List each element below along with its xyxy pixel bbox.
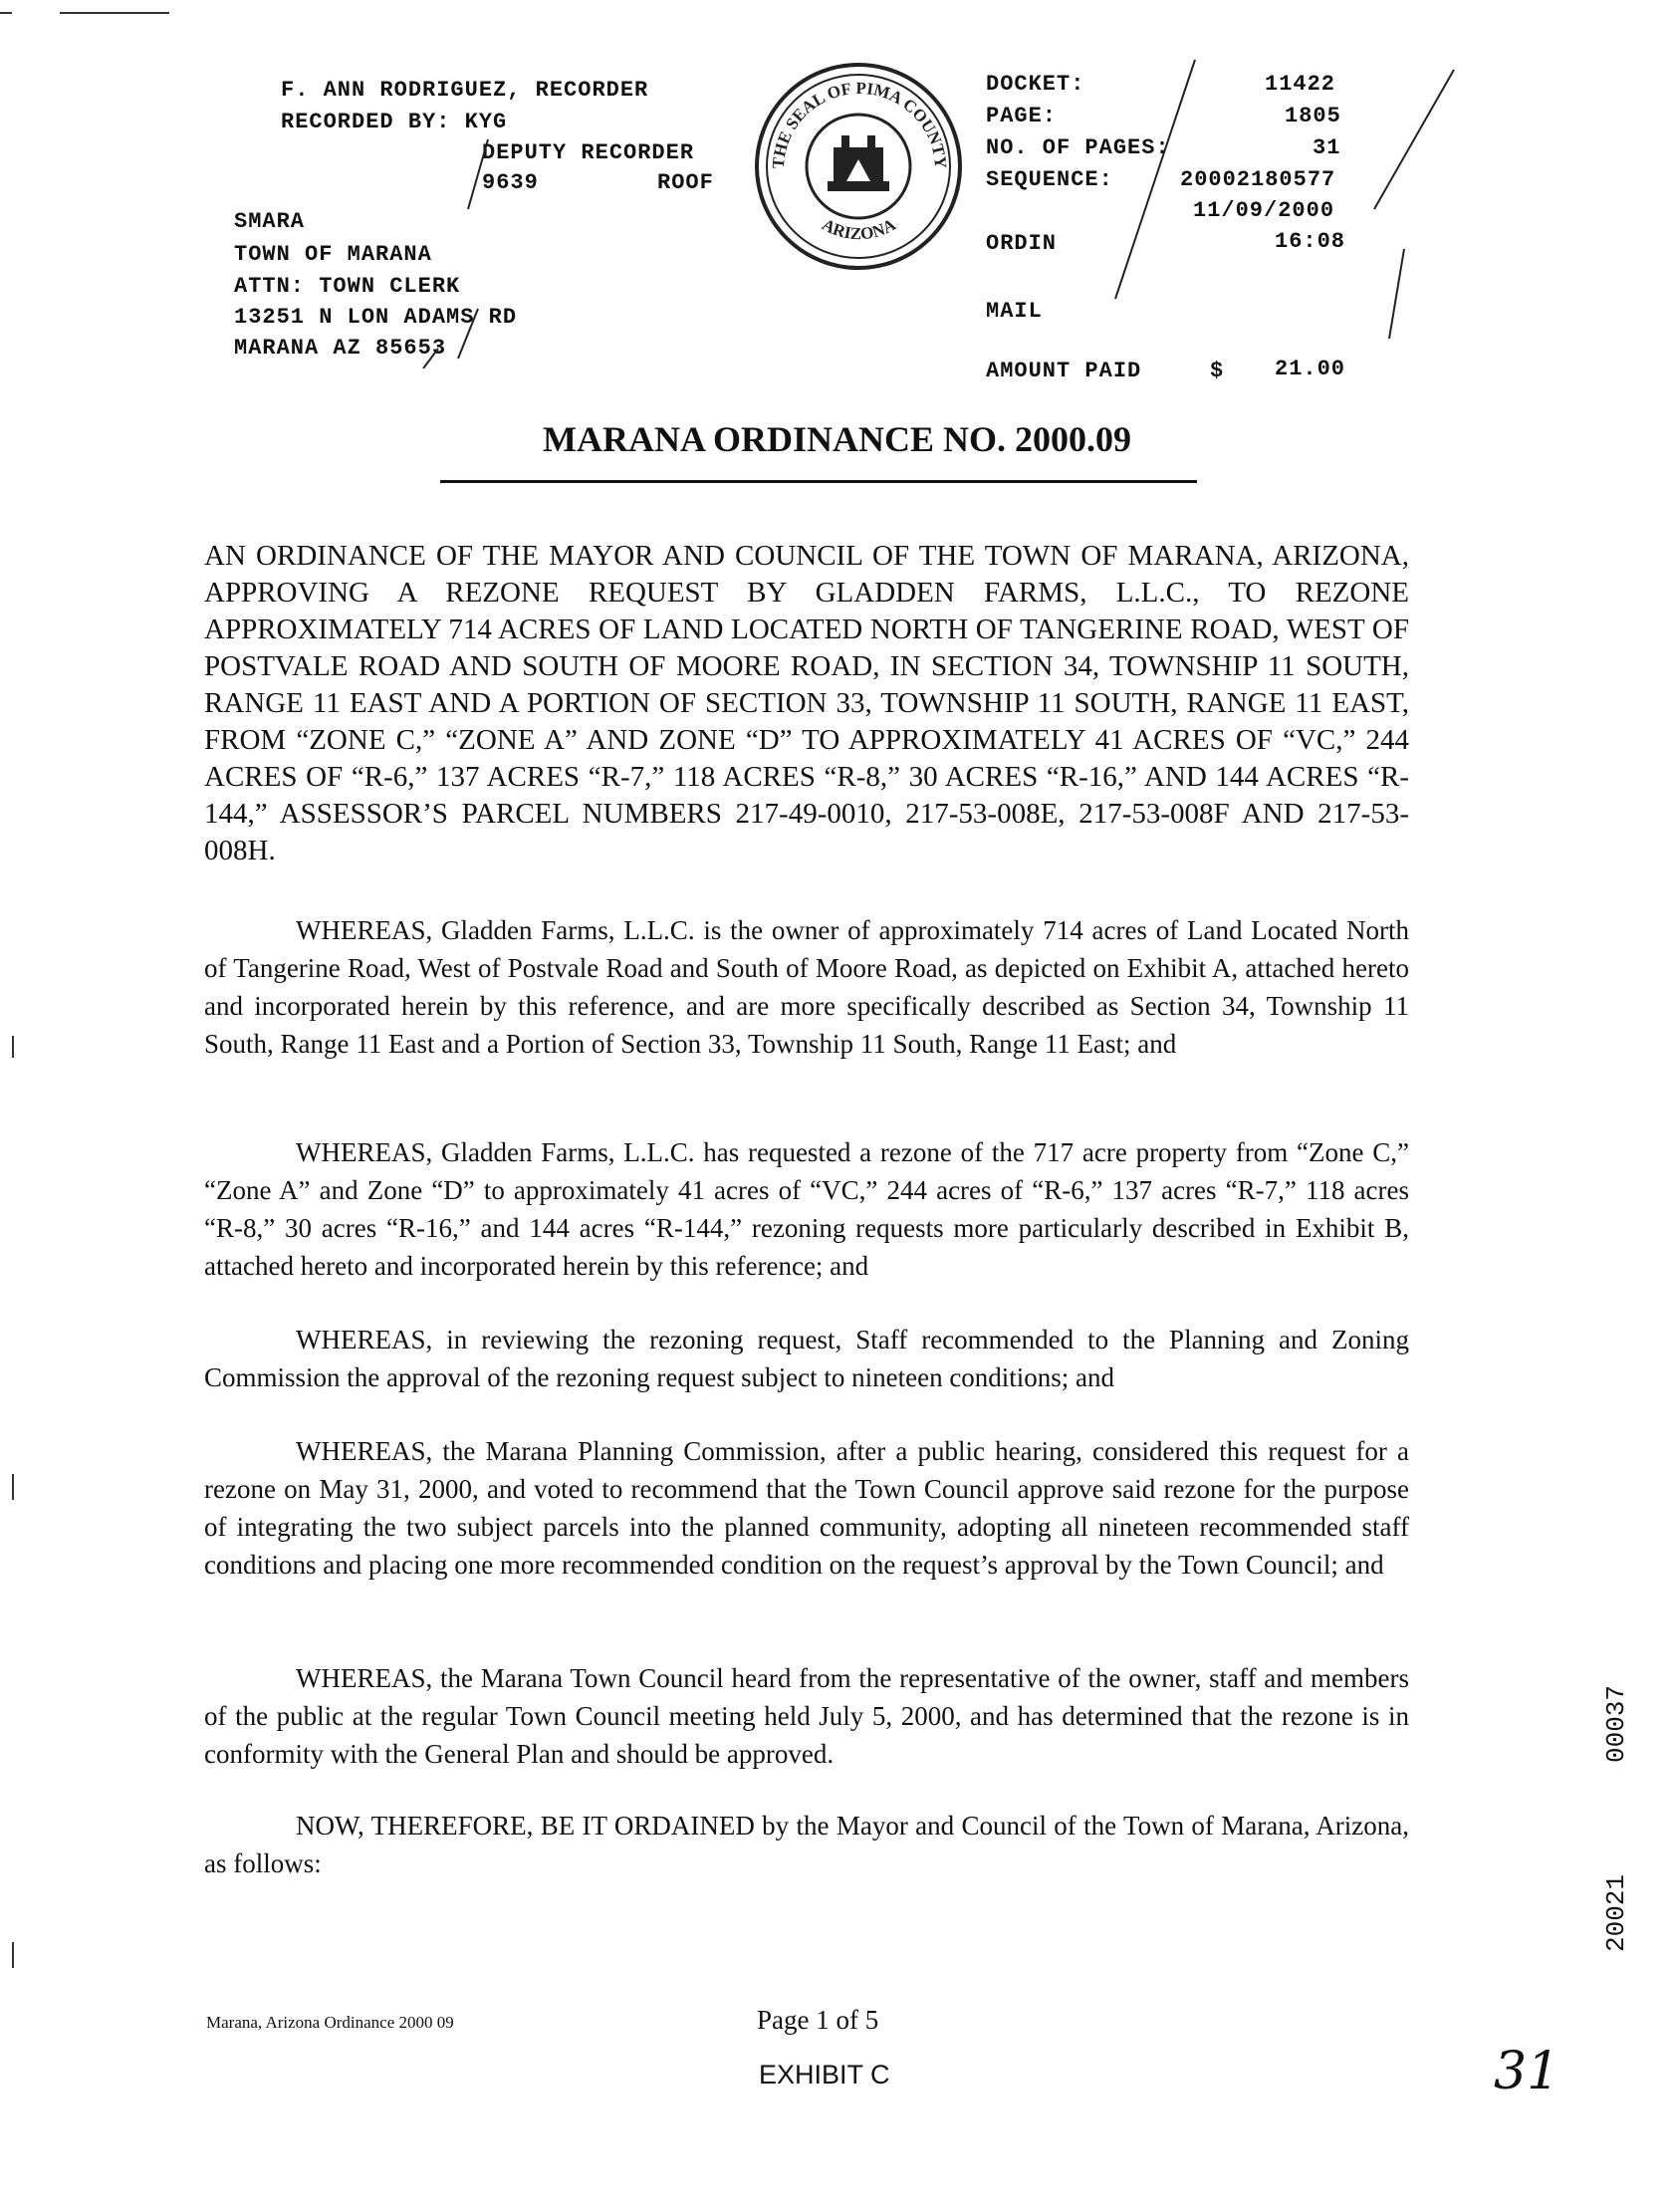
address-line-2: TOWN OF MARANA	[234, 242, 432, 267]
scan-mark	[12, 1474, 14, 1500]
address-line-3: ATTN: TOWN CLERK	[234, 274, 461, 299]
ordin-label: ORDIN	[986, 231, 1058, 256]
whereas-request-paragraph: WHEREAS, Gladden Farms, L.L.C. has requested a rezone of the 717 acre property from “Zone C,” “Zone A” and Zone “D” to approximately 41 acres of “VC,” 244 acres of “R-6,” 137 acres “R-7,” 118 acres “R-8,” 30 acres “R-16,” and 144 acres “R-144,” rezoning requests more particularly described in Exhibit B, attached hereto and incorporated herein by this reference; and	[204, 1137, 1409, 1281]
address-line-5: MARANA AZ 85653	[234, 336, 447, 361]
county-seal	[752, 60, 966, 274]
margin-stamp-number: 20021	[1601, 1873, 1631, 1952]
scan-mark	[60, 12, 169, 14]
docket-label: DOCKET:	[986, 72, 1085, 97]
address-line-1: SMARA	[234, 209, 306, 234]
seal-text-bottom: ARIZONA	[819, 214, 899, 244]
page-label: PAGE:	[986, 104, 1058, 128]
title-underline	[440, 480, 1197, 483]
record-time: 16:08	[1275, 229, 1346, 254]
pen-strokes	[418, 129, 508, 369]
ordained-paragraph: NOW, THEREFORE, BE IT ORDAINED by the Mayor and Council of the Town of Marana, Arizona, as follows:	[204, 1811, 1409, 1878]
footer-reference: Marana, Arizona Ordinance 2000 09	[206, 2013, 454, 2032]
scan-mark	[12, 1036, 14, 1058]
deputy-recorder: DEPUTY RECORDER	[482, 140, 695, 165]
amount-label: AMOUNT PAID	[986, 359, 1142, 383]
pages-value: 31	[1313, 135, 1341, 160]
amount-currency: $	[1210, 359, 1225, 383]
handwritten-page-count: 31	[1494, 2042, 1560, 2101]
docket-pen-strokes	[1046, 50, 1464, 349]
record-date: 11/09/2000	[1193, 198, 1335, 223]
address-line-4: 13251 N LON ADAMS RD	[234, 305, 518, 330]
recorder-name: F. ANN RODRIGUEZ, RECORDER	[281, 78, 649, 103]
margin-stamp	[1601, 1574, 1641, 1952]
margin-stamp-number: 00037	[1601, 1684, 1631, 1763]
exhibit-label: EXHIBIT C	[759, 2060, 890, 2089]
whereas-staff-paragraph: WHEREAS, in reviewing the rezoning request, Staff recommended to the Planning and Zoning Commission the approval of the rezoning request subject to nineteen conditions; and	[204, 1325, 1409, 1392]
amount-value: 21.00	[1275, 357, 1346, 381]
recorded-by: RECORDED BY: KYG	[281, 110, 508, 134]
mail-label: MAIL	[986, 299, 1043, 324]
recorder-code-left: 9639	[482, 170, 539, 195]
docket-value: 11422	[1265, 72, 1336, 97]
sequence-value: 20002180577	[1180, 167, 1336, 192]
scan-mark	[0, 12, 12, 14]
recorder-code-right: ROOF	[657, 170, 714, 195]
scan-mark	[12, 1942, 14, 1968]
page-title: MARANA ORDINANCE NO. 2000.09	[543, 419, 1131, 459]
sequence-label: SEQUENCE:	[986, 167, 1113, 192]
whereas-owner-paragraph: WHEREAS, Gladden Farms, L.L.C. is the owner of approximately 714 acres of Land Located North of Tangerine Road, West of Postvale Road and South of Moore Road, as depicted on Exhibit A, attached hereto and incorporated herein by this reference, and are more specifically described as Section 34, Township 11 South, Range 11 East and a Portion of Section 33, Township 11 South, Range 11 East; and	[204, 915, 1409, 1059]
page-value: 1805	[1285, 104, 1341, 128]
whereas-commission-paragraph: WHEREAS, the Marana Planning Commission, after a public hearing, considered this request for a rezone on May 31, 2000, and voted to recommend that the Town Council approve said rezone for the purpose of integrating the two subject parcels into the planned community, adopting all nineteen recommended staff conditions and placing one more recommended condition on the request’s approval by the Town Council; and	[204, 1436, 1409, 1580]
page-number: Page 1 of 5	[757, 2005, 879, 2035]
pages-label: NO. OF PAGES:	[986, 135, 1170, 160]
whereas-council-paragraph: WHEREAS, the Marana Town Council heard from the representative of the owner, staff and members of the public at the regular Town Council meeting held July 5, 2000, and has determined that the rezone is in conformity with the General Plan and should be approved.	[204, 1663, 1409, 1769]
seal-text-top: THE SEAL OF PIMA COUNTY	[768, 78, 951, 170]
ordinance-caption: AN ORDINANCE OF THE MAYOR AND COUNCIL OF THE TOWN OF MARANA, ARIZONA, APPROVING A REZONE REQUEST BY GLADDEN FARMS, L.L.C., TO REZONE APPROXIMATELY 714 ACRES OF LAND LOCATED NORTH OF TANGERINE ROAD, WEST OF POSTVALE ROAD AND SOUTH OF MOORE ROAD, IN SECTION 34, TOWNSHIP 11 SOUTH, RANGE 11 EAST AND A PORTION OF SECTION 33, TOWNSHIP 11 SOUTH, RANGE 11 EAST, FROM “ZONE C,” “ZONE A” AND ZONE “D” TO APPROXIMATELY 41 ACRES OF “VC,” 244 ACRES OF “R-6,” 137 ACRES “R-7,” 118 ACRES “R-8,” 30 ACRES “R-16,” AND 144 ACRES “R-144,” ASSESSOR’S PARCEL NUMBERS 217-49-0010, 217-53-008E, 217-53-008F AND 217-53-008H.	[204, 540, 1409, 866]
